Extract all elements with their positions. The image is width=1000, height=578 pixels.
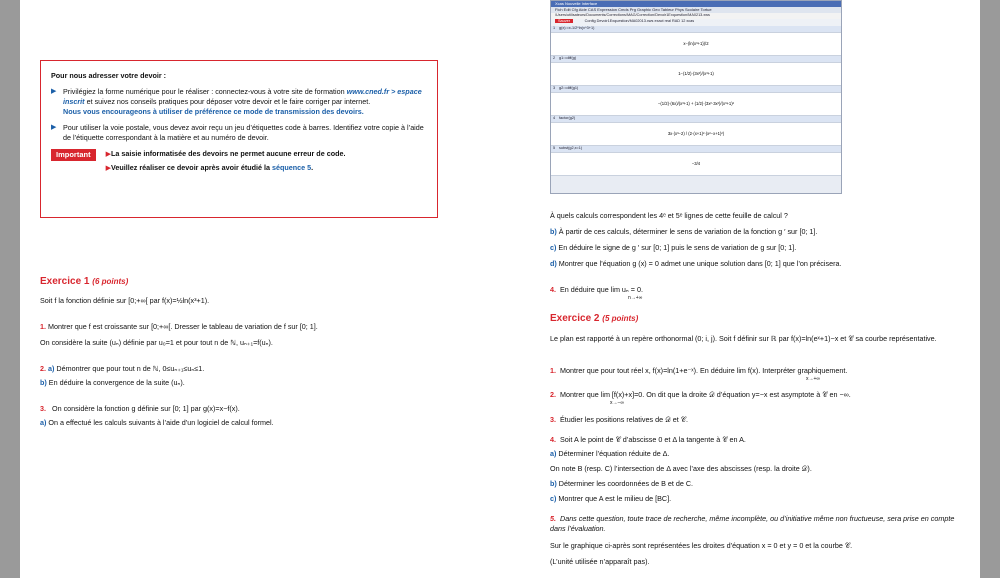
ex2-q4a: a) Déterminer l’équation réduite de Δ.: [550, 449, 670, 458]
xcas-screenshot: [550, 0, 842, 194]
xcas-result: 3x·(x³−2) / (2·(x+1)²·(x²−x+1)²): [667, 131, 725, 136]
xcas-line-number: 1: [553, 26, 556, 30]
ex2-q4c: c) Montrer que A est le milieu de [BC].: [550, 494, 672, 503]
xcas-rows: [551, 26, 841, 176]
triangle-bullet-icon: ▶: [105, 165, 111, 172]
cned-link[interactable]: www.cned.fr > espace inscrit: [63, 87, 422, 106]
right-qd: d) Montrer que l’équation g (x) = 0 admet une unique solution dans [0; 1] que l’on précisera.: [550, 259, 842, 268]
xcas-command[interactable]: g(x):=x-1/2*ln(x^3+1): [551, 26, 841, 33]
ex2-q5: 5. Dans cette question, toute trace de recherche, même incomplète, ou d’initiative même non fructueuse, sera prise en compte dans l’évaluation.: [550, 514, 955, 533]
xcas-status-bar: Sauver Config Devoir1Exquestion/MA02013.xws exact real RAD 12 xcas: [551, 19, 841, 26]
ex2-intro: Le plan est rapporté à un repère orthonormal (0; i, j). Soit f définir sur ℝ par f(x)=ln(eˣ+1)−x et 𝒞 sa courbe représentative.: [550, 334, 937, 343]
xcas-result: −(1/2)·(6x)/(x³+1) + (1/2)·(3x²·3x²)/(x³+1)²: [657, 101, 735, 106]
ex1-q1: 1. Montrer que f est croissante sur [0;+∞[. Dresser le tableau de variation de f sur [0; 1].: [40, 322, 318, 331]
xcas-row[interactable]: [551, 146, 841, 176]
important-row: Important ▶La saisie informatisée des devoirs ne permet aucune erreur de code. ▶Veuillez réaliser ce devoir après avoir étudié la séquence 5.: [51, 149, 427, 177]
xcas-line-number: 2: [553, 56, 556, 60]
xcas-command[interactable]: factor(g2): [551, 116, 841, 123]
ex2-q5-graph: Sur le graphique ci-après sont représentées les droites d’équation x = 0 et y = 0 et la courbe 𝒞.: [550, 541, 853, 550]
right-q-calc: À quels calculs correspondent les 4ᵉ et 5ᵉ lignes de cette feuille de calcul ?: [550, 211, 788, 220]
ex1-intro: Soit f la fonction définie sur [0;+∞[ par f(x)=½ln(x³+1).: [40, 296, 210, 305]
xcas-command[interactable]: subst(g2,x=1): [551, 146, 841, 153]
ex2-q1: 1. Montrer que pour tout réel x, f(x)=ln(1+e⁻ˣ). En déduire lim f(x). Interpréter graphiquement. x→+∞: [550, 366, 848, 382]
ex2-q5-unit: (L’unité utilisée n’apparaît pas).: [550, 557, 650, 566]
ex2-q3: 3. Étudier les positions relatives de 𝒟 et 𝒞.: [550, 415, 689, 424]
xcas-row[interactable]: [551, 56, 841, 86]
box-heading: Pour nous adresser votre devoir :: [51, 71, 167, 80]
save-button[interactable]: Sauver: [555, 19, 573, 23]
xcas-path: /Users/utilisateurs/Documents/Corrections/MAG/Correction/Devoir1Exquestion/MA0213.xws: [551, 13, 841, 19]
ex2-q4b: b) Déterminer les coordonnées de B et de C.: [550, 479, 694, 488]
instructions-box: [40, 60, 438, 218]
triangle-bullet-icon: ▶: [105, 151, 111, 158]
xcas-result: x−(ln(x³+1))/2: [683, 41, 709, 46]
exercise1-title: Exercice 1 (6 points): [40, 276, 129, 287]
important-badge: Important: [51, 149, 96, 161]
xcas-line-number: 3: [553, 86, 556, 90]
ex2-q2: 2. Montrer que lim [f(x)+x]=0. On dit que la droite 𝒟 d’équation y=−x est asymptote à 𝒞 en −∞. x→−∞: [550, 390, 851, 406]
box-bullet-digital: ▶ Privilégiez la forme numérique pour le réaliser : connectez-vous à votre site de formation www.cned.fr > espace inscrit et suivez nos conseils pratiques pour déposer votre devoir et le faire corriger par internet. Nous vous encourageons à utiliser de préférence ce mode de transmission des devoirs.: [51, 87, 427, 117]
xcas-command[interactable]: g1:=diff(g): [551, 56, 841, 63]
xcas-line-number: 5: [553, 146, 556, 150]
exercise2-title: Exercice 2 (5 points): [550, 313, 639, 324]
xcas-command[interactable]: g2:=diff(g1): [551, 86, 841, 93]
sequence-link[interactable]: séquence 5: [272, 163, 312, 172]
ex1-q2b: b) En déduire la convergence de la suite (uₙ).: [40, 378, 185, 387]
ex1-q1-sequence: On considère la suite (uₙ) définie par u₀=1 et pour tout n de ℕ, uₙ₊₁=f(uₙ).: [40, 338, 273, 347]
xcas-row[interactable]: [551, 116, 841, 146]
right-q4: 4. En déduire que lim uₙ = 0. n→+∞: [550, 285, 643, 301]
ex1-q3: 3. On considère la fonction g définie sur [0; 1] par g(x)=x−f(x).: [40, 404, 240, 413]
ex2-q4-note: On note B (resp. C) l’intersection de Δ avec l’axe des abscisses (resp. la droite 𝒟).: [550, 464, 812, 473]
ex2-q4: 4. Soit A le point de 𝒞 d’abscisse 0 et Δ la tangente à 𝒞 en A.: [550, 435, 746, 444]
xcas-title-bar: Xcas Nouvelle Interface: [551, 1, 841, 7]
xcas-line-number: 4: [553, 116, 556, 120]
xcas-result: 1−(1/2)·(3x²)/(x³+1): [678, 71, 714, 76]
xcas-row[interactable]: [551, 26, 841, 56]
xcas-menu-bar: Fich Edit Cfg Aide CAS Expression Cmds Prg Graphic Geo Tableur Phys Scolaire Tortue: [551, 7, 841, 13]
triangle-bullet-icon: ▶: [51, 88, 57, 95]
xcas-result: −3/4: [691, 161, 701, 166]
box-bullet-postal: ▶ Pour utiliser la voie postale, vous devez avoir reçu un jeu d’étiquettes code à barres. Identifiez votre copie à l’aide de l’étiquette correspondant à la matière et au numéro de devoir.: [51, 123, 424, 142]
document-page: [20, 0, 980, 578]
right-qc: c) En déduire le signe de g ′ sur [0; 1] puis le sens de variation de g sur [0; 1].: [550, 243, 797, 252]
ex1-q3a: a) On a effectué les calculs suivants à l’aide d’un logiciel de calcul formel.: [40, 418, 274, 427]
triangle-bullet-icon: ▶: [51, 124, 57, 131]
ex1-q2a: 2. a) Démontrer que pour tout n de ℕ, 0≤uₙ₊₁≤uₙ≤1.: [40, 364, 205, 373]
xcas-row[interactable]: [551, 86, 841, 116]
box-encourage-text: Nous vous encourageons à utiliser de préférence ce mode de transmission des devoirs.: [63, 107, 364, 116]
right-qb: b) À partir de ces calculs, déterminer le sens de variation de la fonction g ′ sur [0; 1].: [550, 227, 818, 236]
